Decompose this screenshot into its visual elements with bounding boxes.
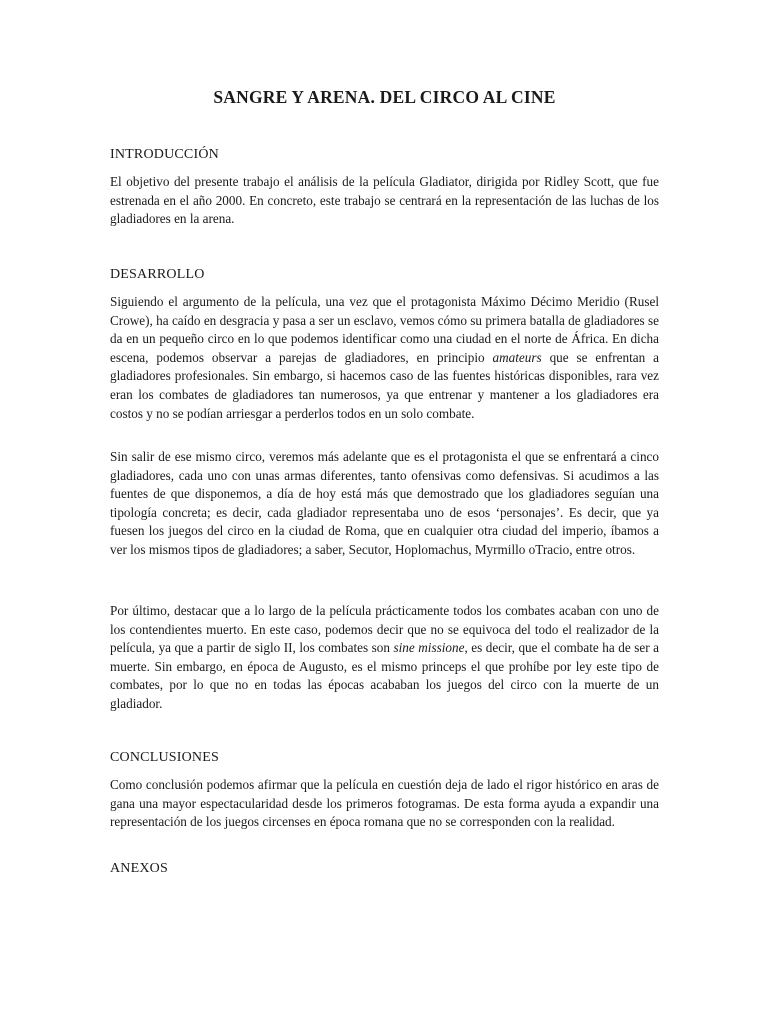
text-run: Por último, destacar que a lo largo de la película prácticamente todos los combates acaban con uno de los contendientes muerto. En este caso, podemos decir que no se equivoca del todo el realizador de la película, ya que a partir de siglo II, los combates son [110,603,659,656]
text-run: que se enfrentan a gladiadores profesionales. Sin embargo, si hacemos caso de las fuentes históricas disponibles, rara vez eran los combates de gladiadores tan numerosos, ya que entrenar y mantener a los gladiadores era costos y no se podían arriesgar a perderlos todos en un solo combate. [110,349,659,421]
heading-conclusiones: CONCLUSIONES [110,750,219,765]
text-run: , es decir, que el combate ha de ser a muerte. Sin embargo, en época de Augusto, es el mismo princeps el que prohíbe por ley este tipo de combates, por lo que no en todas las épocas acababan los juegos del circo con la muerte de un gladiador. [110,640,659,711]
italic-term: amateurs [492,349,542,365]
italic-term: sine missione [393,640,465,656]
heading-anexos: ANEXOS [110,861,168,876]
heading-introduccion: INTRODUCCIÓN [110,147,219,162]
paragraph-introduccion: El objetivo del presente trabajo el análisis de la película Gladiator, dirigida por Ridley Scott, que fue estrenada en el año 2000. En concreto, este trabajo se centrará en la representación de las luchas de los gladiadores en la arena. [110,174,659,227]
document-title: SANGRE Y ARENA. DEL CIRCO AL CINE [213,87,556,107]
text-run: Siguiendo el argumento de la película, una vez que el protagonista Máximo Décimo Meridio (Rusel Crowe), ha caído en desgracia y pasa a ser un esclavo, vemos cómo su primera batalla de gladiadores se da en un pequeño circo en lo que podemos identificar como una ciudad en el norte de África. En dicha escena, podemos observar a parejas de gladiadores, en principio [110,294,659,365]
paragraph-desarrollo-2: Sin salir de ese mismo circo, veremos más adelante que es el protagonista el que se enfrentará a cinco gladiadores, cada uno con unas armas diferentes, tanto ofensivas como defensivas. Si acudimos a las fuentes de que disponemos, a día de hoy está más que demostrado que los gladiadores seguían una tipología concreta; es decir, cada gladiador representaba uno de esos ‘personajes’. Es decir, que ya fuesen los juegos del circo en la ciudad de Roma, que en cualquier otra ciudad del imperio, íbamos a ver los mismos tipos de gladiadores; a saber, Secutor, Hoplomachus, Myrmillo oTracio, entre otros. [110,449,659,557]
paragraph-desarrollo-1 [110,293,659,423]
paragraph-desarrollo-3 [110,602,659,714]
paragraph-conclusiones: Como conclusión podemos afirmar que la película en cuestión deja de lado el rigor histórico en aras de gana una mayor espectacularidad desde los primeros fotogramas. De esta forma ayuda a expandir una representación de los juegos circenses en época romana que no se corresponden con la realidad. [110,777,659,830]
heading-desarrollo: DESARROLLO [110,267,205,282]
